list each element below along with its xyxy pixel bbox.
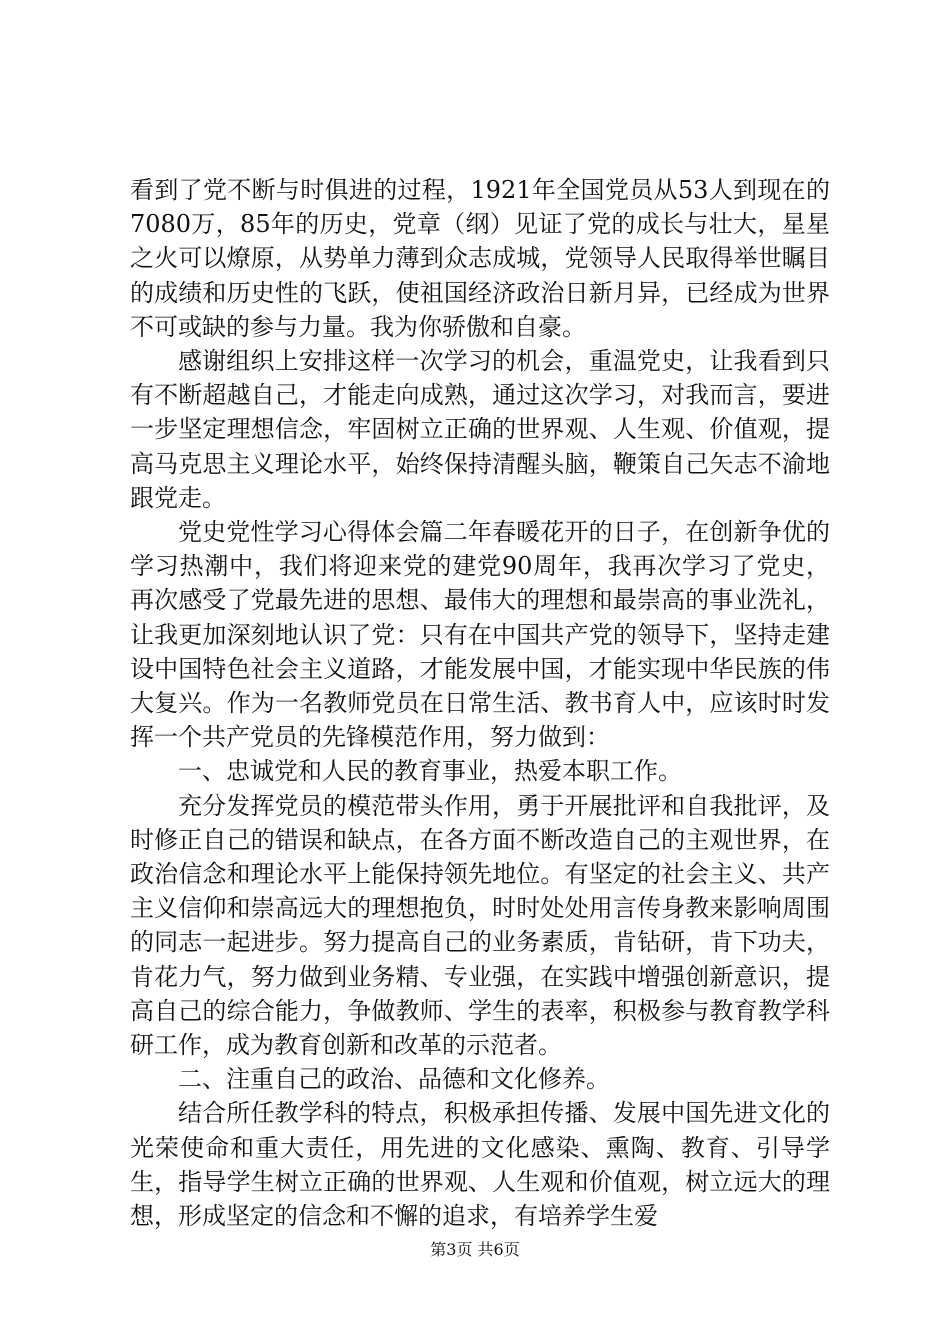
- paragraph-3: 党史党性学习心得体会篇二年春暖花开的日子，在创新争优的学习热潮中，我们将迎来党的建党90周年，我再次学习了党史，再次感受了党最先进的思想、最伟大的理想和最崇高的事业洗礼，让我更加深刻地认识了党：只有在中国共产党的领导下，坚持走建设中国特色社会主义道路，才能发展中国，才能实现中华民族的伟大复兴。作为一名教师党员在日常生活、教书育人中，应该时时发挥一个共产党员的先锋模范作用，努力做到：: [130, 518, 830, 752]
- paragraph-1: 看到了党不断与时俱进的过程，1921年全国党员从53人到现在的7080万，85年的历史，党章（纲）见证了党的成长与壮大，星星之火可以燎原，从势单力薄到众志成城，党领导人民取得举世瞩目的成绩和历史性的飞跃，使祖国经济政治日新月异，已经成为世界不可或缺的参与力量。我为你骄傲和自豪。: [130, 176, 830, 341]
- document-body: [130, 173, 830, 1233]
- page-number-footer: 第3页 共6页: [430, 1240, 520, 1259]
- paragraph-2: 感谢组织上安排这样一次学习的机会，重温党史，让我看到只有不断超越自己，才能走向成熟，通过这次学习，对我而言，要进一步坚定理想信念，牢固树立正确的世界观、人生观、价值观，提高马克思主义理论水平，始终保持清醒头脑，鞭策自己矢志不渝地跟党走。: [130, 347, 830, 512]
- paragraph-5: 结合所任教学科的特点，积极承担传播、发展中国先进文化的光荣使命和重大责任，用先进的文化感染、熏陶、教育、引导学生，指导学生树立正确的世界观、人生观和价值观，树立远大的理想，形成坚定的信念和不懈的追求，有培养学生爱: [130, 1099, 830, 1231]
- paragraph-4: 充分发挥党员的模范带头作用，勇于开展批评和自我批评，及时修正自己的错误和缺点，在各方面不断改造自己的主观世界，在政治信念和理论水平上能保持领先地位。有坚定的社会主义、共产主义信仰和崇高远大的理想抱负，时时处处用言传身教来影响周围的同志一起进步。努力提高自己的业务素质，肯钻研，肯下功夫，肯花力气，努力做到业务精、专业强，在实践中增强创新意识，提高自己的综合能力，争做教师、学生的表率，积极参与教育教学科研工作，成为教育创新和改革的示范者。: [130, 791, 830, 1060]
- section-heading-1: 一、忠诚党和人民的教育事业，热爱本职工作。: [178, 757, 682, 786]
- section-heading-2: 二、注重自己的政治、品德和文化修养。: [178, 1065, 610, 1094]
